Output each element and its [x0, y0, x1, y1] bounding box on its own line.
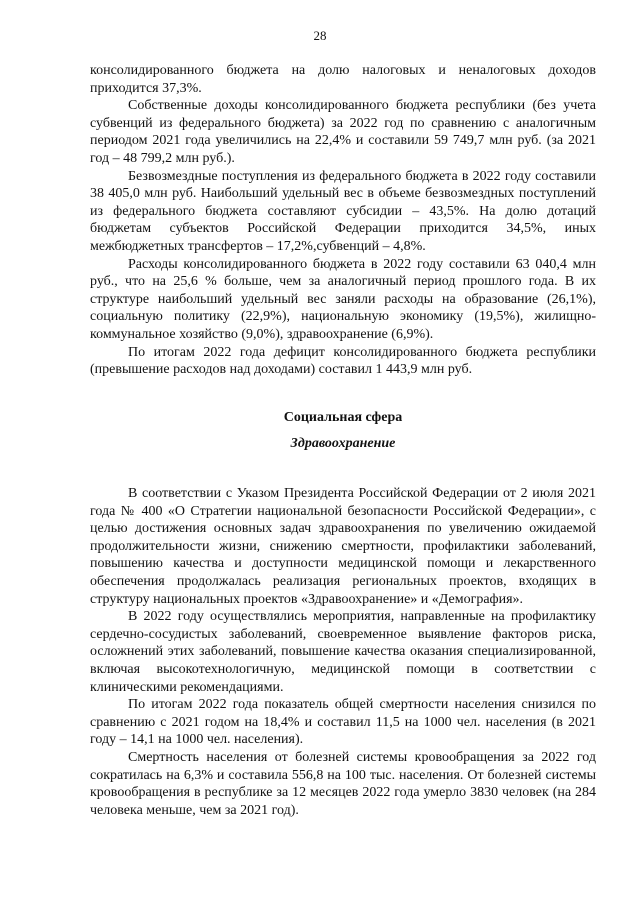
paragraph: Собственные доходы консолидированного бюджета республики (без учета субвенций из федерального бюджета) за 2022 год по сравнению с аналогичным периодом 2021 года увеличились на 22,4% и составили 59 749,7 млн руб. (за 2021 год – 48 799,2 млн руб.).: [90, 98, 596, 166]
section-heading: Социальная сфера: [283, 410, 403, 425]
healthcare-text-block: [90, 485, 596, 819]
paragraph: В 2022 году осуществлялись мероприятия, направленные на профилактику сердечно-сосудистых заболеваний, своевременное выявление факторов риска, осложнений этих заболеваний, повышение качества оказания специализированной, включая высокотехнологичную, медицинской помощи в соответствии с клиническими рекомендациями.: [90, 609, 596, 695]
paragraph: По итогам 2022 года дефицит консолидированного бюджета республики (превышение расходов над доходами) составил 1 443,9 млн руб.: [90, 344, 596, 378]
paragraph: Смертность населения от болезней системы кровообращения за 2022 год сократилась на 6,3% и составила 556,8 на 100 тыс. населения. От болезней системы кровообращения в республике за 12 месяцев 2022 года умерло 3830 человек (на 284 человека меньше, чем за 2021 год).: [90, 749, 596, 818]
paragraph: По итогам 2022 года показатель общей смертности населения снизился по сравнению с 2021 годом на 18,4% и составил 11,5 на 1000 чел. населения (в 2021 году – 14,1 на 1000 чел. населения).: [90, 697, 596, 748]
paragraph: Безвозмездные поступления из федерального бюджета в 2022 году составили 38 405,0 млн руб. Наибольший удельный вес в объеме безвозмездных поступлений из федерального бюджета составляют субсидии – 43,5%. На долю дотаций бюджетам субъектов Российской Федерации приходится 34,5%, иных межбюджетных трансфертов – 17,2%,субвенций – 4,8%.: [90, 168, 596, 254]
budget-text-block: [90, 62, 596, 379]
paragraph: В соответствии с Указом Президента Российской Федерации от 2 июля 2021 года № 400 «О Стратегии национальной безопасности Российской Федерации», с целью достижения основных задач здравоохранения по увеличению ожидаемой продолжительности жизни, снижению смертности, профилактики заболеваний, повышению качества и доступности медицинской помощи и лекарственного обеспечения продолжалась реализация региональных проектов, входящих в структуру национальных проектов «Здравоохранение» и «Демография».: [90, 486, 596, 607]
subsection-heading: Здравоохранение: [290, 436, 396, 451]
paragraph-continuation: консолидированного бюджета на долю налоговых и неналоговых доходов приходится 37,3%.: [90, 63, 596, 96]
page-number: 28: [313, 28, 327, 43]
paragraph: Расходы консолидированного бюджета в 2022 году составили 63 040,4 млн руб., что на 25,6 % больше, чем за аналогичный период прошлого года. В их структуре наибольший удельный вес заняли расходы на образование (26,1%), социальную политику (22,9%), национальную экономику (19,5%), жилищно-коммунальное хозяйство (9,0%), здравоохранение (6,9%).: [90, 256, 596, 342]
